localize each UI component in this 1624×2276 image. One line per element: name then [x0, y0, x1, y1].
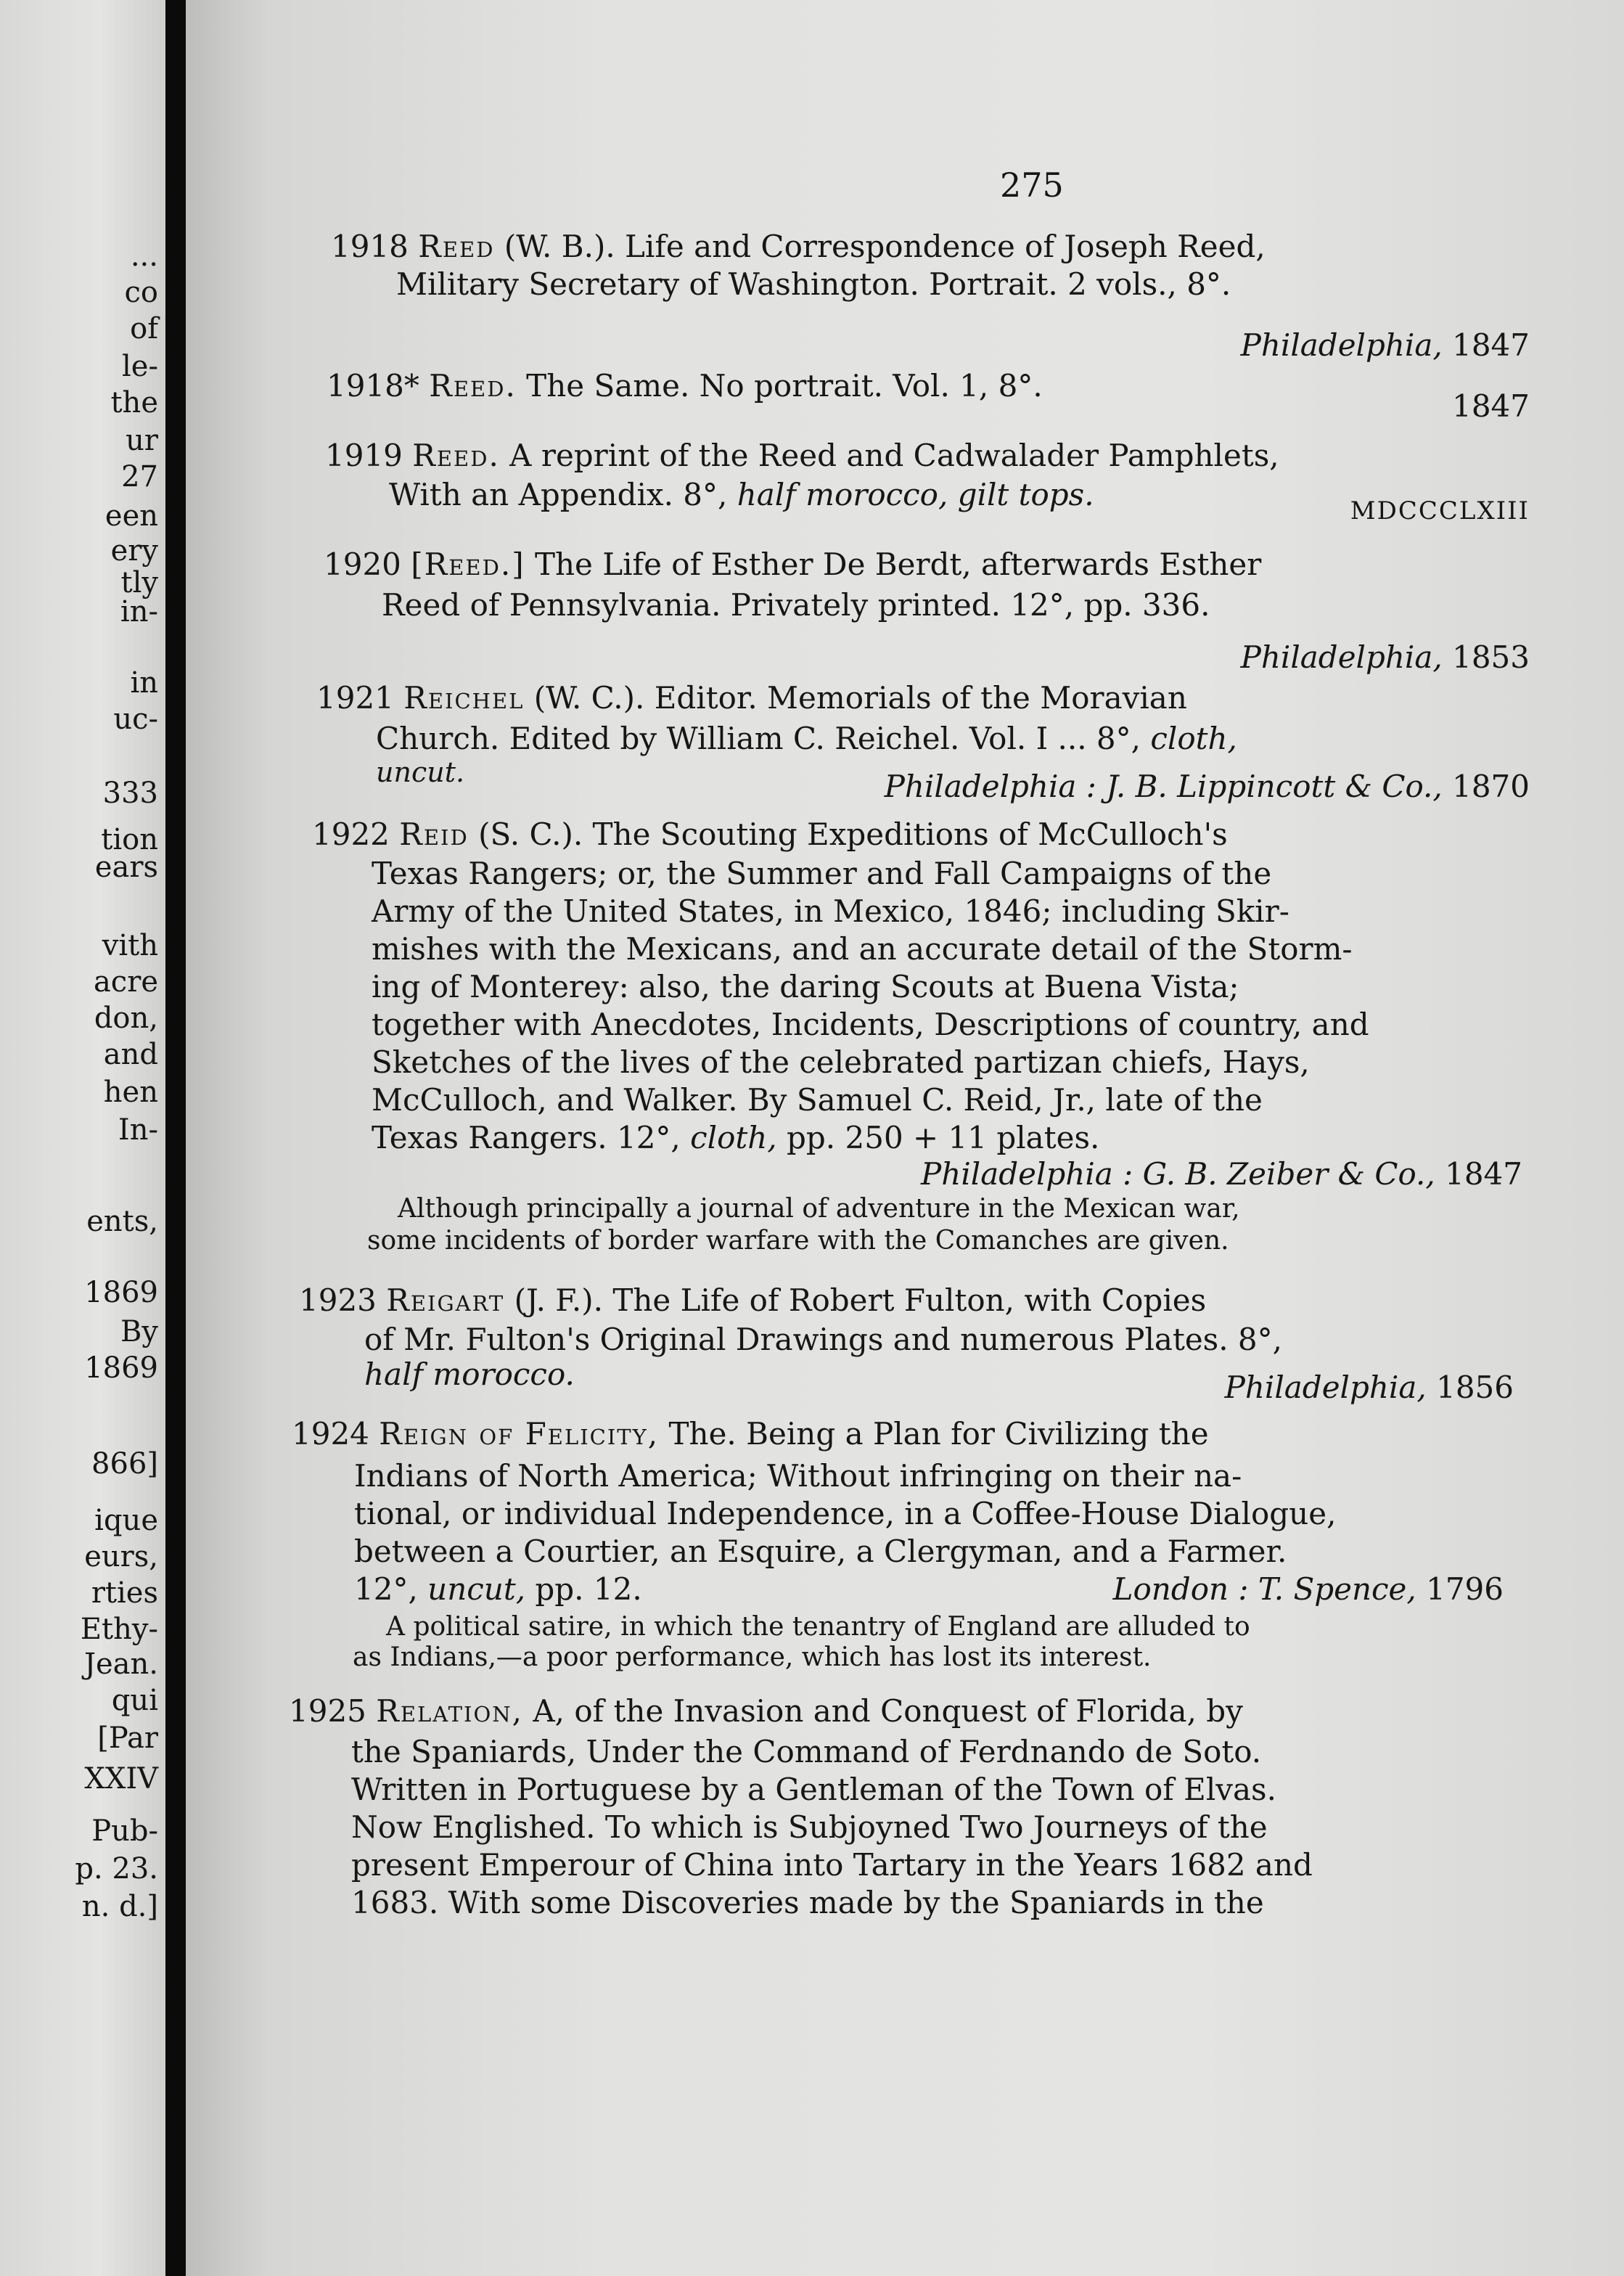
entry-text: The. Being a Plan for Civilizing the	[659, 1416, 1209, 1452]
entry-imprint: Philadelphia,	[1240, 639, 1443, 675]
entry-author: Reed.	[412, 438, 500, 473]
entry-text: (W. C.). Editor. Memorials of the Moravian	[524, 680, 1187, 716]
entry-line	[325, 438, 1279, 473]
entry-imprint-line	[921, 1157, 1522, 1192]
entry-author: Reid	[399, 816, 469, 852]
fragment: 1869	[84, 1276, 158, 1309]
fragment: vith	[102, 929, 158, 962]
fragment: of	[130, 312, 158, 345]
entry-year: 1856	[1436, 1370, 1514, 1405]
fragment: 1869	[84, 1351, 158, 1385]
fragment: acre	[93, 965, 158, 999]
fragment: Jean.	[83, 1647, 158, 1681]
entry-imprint: London : T. Spence,	[1112, 1571, 1416, 1607]
fragment: Pub-	[91, 1814, 158, 1848]
entry-number: 1921	[316, 680, 394, 716]
entry-line	[289, 1694, 1243, 1729]
entry-line	[372, 1121, 1099, 1155]
entry-text: (S. C.). The Scouting Expeditions of McCulloch's	[468, 816, 1228, 852]
fragment: 27	[121, 460, 158, 494]
fragment: een	[104, 499, 158, 533]
fragment: rties	[91, 1576, 158, 1610]
entry-text: McCulloch, and Walker. By Samuel C. Reid, Jr., late of the	[372, 1082, 1263, 1118]
entry-note: Although principally a journal of adventure in the Mexican war,	[398, 1194, 1240, 1224]
entry-author: Reichel	[403, 680, 525, 716]
entry-author: Reigart	[386, 1282, 505, 1318]
entry-author: Reign of Felicity,	[379, 1416, 660, 1452]
entry-line	[292, 1417, 1209, 1452]
entry-number: 1924	[292, 1416, 369, 1452]
fragment: ...	[130, 240, 158, 273]
entry-text: together with Anecdotes, Incidents, Descriptions of country, and	[372, 1007, 1369, 1042]
entry-author: [Reed.]	[411, 547, 525, 582]
fragment: XXIV	[84, 1762, 158, 1796]
fragment: In-	[118, 1113, 158, 1147]
entry-number: 1922	[312, 816, 390, 852]
entry-imprint: Philadelphia,	[1240, 327, 1443, 363]
fragment: le-	[122, 350, 158, 383]
entry-imprint: Philadelphia : J. B. Lippincott & Co.,	[884, 769, 1443, 804]
entry-imprint: Philadelphia,	[1224, 1370, 1427, 1405]
entry-number: 1925	[289, 1693, 366, 1729]
fragment: tly	[120, 566, 158, 599]
fragment: don,	[94, 1002, 158, 1035]
entry-number: 1918*	[327, 368, 419, 404]
entry-line	[354, 1572, 642, 1607]
entry-text: A, of the Invasion and Conquest of Florida, by	[522, 1693, 1243, 1729]
fragment: in-	[120, 595, 158, 629]
entry-year: 1847	[1445, 1156, 1522, 1192]
entry-line	[316, 681, 1187, 716]
entry-text: The Same. No portrait. Vol. 1, 8°.	[516, 368, 1043, 404]
entry-binding: cloth,	[1150, 721, 1237, 756]
entry-note: some incidents of border warfare with the Comanches are given.	[367, 1226, 1229, 1256]
entry-text: Military Secretary of Washington. Portrait. 2 vols., 8°.	[396, 266, 1231, 302]
fragment: [Par	[97, 1722, 158, 1755]
fragment: eurs,	[84, 1540, 158, 1573]
book-page	[186, 0, 1624, 2276]
entry-line	[376, 721, 1237, 756]
entry-text: pp. 12.	[525, 1571, 642, 1607]
entry-text: With an Appendix. 8°,	[389, 477, 737, 512]
entry-text: mishes with the Mexicans, and an accurate detail of the Storm-	[372, 931, 1353, 967]
entry-year: 1853	[1452, 639, 1530, 675]
entry-year: 1870	[1452, 769, 1530, 804]
entry-text: (W. B.). Life and Correspondence of Joseph Reed,	[494, 229, 1266, 264]
entry-imprint-line	[1241, 328, 1530, 363]
entry-note: A political satire, in which the tenantry of England are alluded to	[386, 1612, 1250, 1642]
entry-note: as Indians,—a poor performance, which has lost its interest.	[353, 1642, 1152, 1672]
fragment: qui	[111, 1684, 158, 1717]
entry-text: 1683. With some Discoveries made by the Spaniards in the	[351, 1885, 1264, 1920]
entry-text: (J. F.). The Life of Robert Fulton, with Copies	[504, 1282, 1207, 1318]
entry-binding: uncut.	[376, 756, 465, 788]
entry-binding: uncut,	[427, 1571, 526, 1607]
fragment: ique	[94, 1504, 158, 1537]
entry-author: Reed.	[429, 368, 517, 404]
entry-roman-date: MDCCCLXIII	[1350, 496, 1530, 525]
fragment: p. 23.	[75, 1852, 158, 1886]
entry-line	[324, 547, 1261, 582]
fragment: Ethy-	[80, 1613, 158, 1646]
fragment: ur	[126, 424, 158, 457]
entry-text: Sketches of the lives of the celebrated partizan chiefs, Hays,	[372, 1044, 1310, 1080]
entry-number: 1923	[299, 1282, 377, 1318]
entry-text: present Emperour of China into Tartary in the Years 1682 and	[351, 1847, 1313, 1883]
fragment: hen	[103, 1076, 158, 1109]
entry-text: tional, or individual Independence, in a Coffee-House Dialogue,	[354, 1496, 1337, 1531]
fragment: the	[110, 386, 158, 419]
entry-number: 1920	[324, 547, 401, 582]
entry-text: the Spaniards, Under the Command of Ferdnando de Soto.	[351, 1734, 1262, 1769]
entry-line	[389, 478, 1094, 512]
facing-page	[0, 0, 165, 2276]
entry-year: 1847	[1452, 327, 1530, 363]
entry-text: Indians of North America; Without infringing on their na-	[354, 1458, 1242, 1494]
page-number: 275	[1000, 165, 1064, 205]
entry-text: 12°,	[354, 1571, 428, 1607]
fragment: tion	[101, 823, 158, 856]
entry-author: Reed	[418, 229, 495, 264]
entry-line	[331, 229, 1266, 264]
entry-year: 1796	[1426, 1571, 1504, 1607]
fragment: ents,	[86, 1205, 158, 1238]
entry-number: 1919	[325, 438, 403, 473]
entry-year: 1847	[1452, 388, 1530, 424]
fragment: n. d.]	[81, 1890, 158, 1923]
entry-imprint: Philadelphia : G. B. Zeiber & Co.,	[921, 1156, 1435, 1192]
fragment: ery	[110, 534, 158, 568]
entry-text: The Life of Esther De Berdt, afterwards Esther	[525, 547, 1262, 582]
entry-line	[312, 817, 1228, 852]
entry-line	[299, 1283, 1206, 1318]
entry-text: Army of the United States, in Mexico, 1846; including Skir-	[372, 893, 1289, 929]
entry-text: Church. Edited by William C. Reichel. Vol. I ... 8°,	[376, 721, 1151, 756]
fragment: co	[124, 276, 158, 309]
entry-imprint-line	[1241, 640, 1530, 675]
entry-text: Reed of Pennsylvania. Privately printed. 12°, pp. 336.	[382, 587, 1210, 623]
entry-imprint-line	[885, 769, 1530, 804]
entry-binding: cloth,	[690, 1120, 777, 1155]
entry-text: Texas Rangers. 12°,	[372, 1120, 691, 1155]
entry-line	[327, 369, 1043, 404]
entry-text: Written in Portuguese by a Gentleman of the Town of Elvas.	[351, 1772, 1276, 1807]
entry-text: between a Courtier, an Esquire, a Clergyman, and a Farmer.	[354, 1534, 1287, 1569]
entry-number: 1918	[331, 229, 409, 264]
fragment: 866]	[91, 1447, 158, 1481]
entry-text: pp. 250 + 11 plates.	[776, 1120, 1100, 1155]
entry-author: Relation,	[376, 1693, 523, 1729]
entry-text: Texas Rangers; or, the Summer and Fall Campaigns of the	[372, 856, 1272, 891]
fragment: and	[103, 1038, 158, 1071]
fragment: uc-	[113, 703, 158, 736]
entry-imprint-line	[1225, 1370, 1514, 1405]
fragment: 333	[102, 777, 158, 810]
entry-text: ing of Monterey: also, the daring Scouts at Buena Vista;	[372, 969, 1239, 1004]
entry-binding: half morocco.	[364, 1356, 575, 1392]
entry-text: A reprint of the Reed and Cadwalader Pamphlets,	[499, 438, 1279, 473]
entry-text: Now Englished. To which is Subjoyned Two Journeys of the	[351, 1809, 1268, 1845]
entry-binding: half morocco, gilt tops.	[737, 477, 1094, 512]
fragment: ears	[94, 851, 158, 884]
entry-imprint-line	[1113, 1572, 1504, 1607]
book-gutter	[165, 0, 186, 2276]
fragment: in	[130, 666, 158, 700]
entry-text: of Mr. Fulton's Original Drawings and numerous Plates. 8°,	[364, 1322, 1283, 1357]
fragment: By	[120, 1315, 158, 1348]
